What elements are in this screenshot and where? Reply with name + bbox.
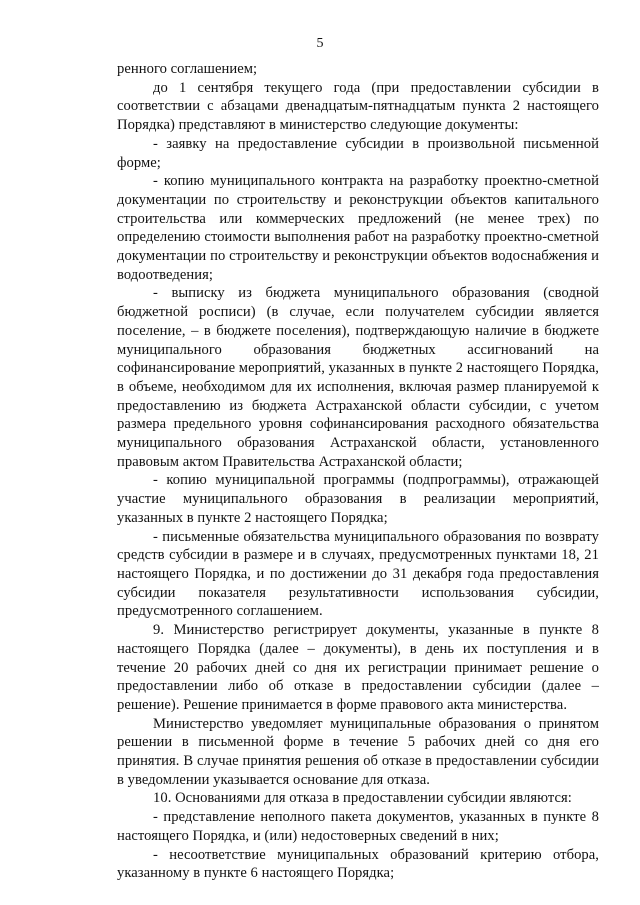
paragraph-continuation: ренного соглашением; — [117, 61, 258, 77]
list-item-budget-extract: - выписку из бюджета муниципального образования (сводной бюджетной росписи) (в случае, если получателем субсидии является поселение, – в бюджете поселения), подтверждающую наличие в бюджете муниципального образования бюджетных ассигнований на софинансирование мероприятий, указанных в пункте 2 настоящего Порядка, в объеме, необходимом для их исполнения, включая размер планируемой к предоставлению из бюджета Астраханской области субсидии, с учетом размера предельного уровня софинансирования расходного обязательства муниципального образования Астраханской области, установленного правовым актом Правительства Астраханской области; — [117, 285, 599, 470]
list-item-incomplete-package: - представление неполного пакета документов, указанных в пункте 8 настоящего Порядка, и (или) недостоверных сведений в них; — [117, 809, 599, 844]
list-item-contract-copy: - копию муниципального контракта на разработку проектно-сметной документации по строительству и реконструкции объектов капитального строительства или коммерческих предложений (не менее трех) по определению стоимости выполнения работ на разработку проектно-сметной документации по строительству и реконструкции объектов водоснабжения и водоотведения; — [117, 173, 599, 283]
paragraph-section-10: 10. Основаниями для отказа в предоставлении субсидии являются: — [153, 790, 572, 807]
page-number: 5 — [316, 36, 324, 51]
document-body — [117, 60, 599, 883]
list-item-program-copy: - копию муниципальной программы (подпрограммы), отражающей участие муниципального образования в реализации мероприятий, указанных в пункте 2 настоящего Порядка; — [117, 472, 599, 526]
list-item-criteria-mismatch: - несоответствие муниципальных образований критерию отбора, указанному в пункте 6 настоящего Порядка; — [117, 846, 599, 882]
paragraph-section-9: 9. Министерство регистрирует документы, указанные в пункте 8 настоящего Порядка (далее – документы), в день их поступления и в течение 20 рабочих дней со дня их регистрации принимает решение о предоставлении либо об отказе в предоставлении субсидии (далее – решение). Решение принимается в форме правового акта министерства. — [117, 622, 599, 713]
list-item-obligations: - письменные обязательства муниципального образования по возврату средств субсидии в размере и в случаях, предусмотренных пунктами 18, 21 настоящего Порядка, и по достижении до 31 декабря года предоставления субсидии показателя результативности использования субсидии, предусмотренного соглашением. — [117, 528, 599, 620]
paragraph-deadline: до 1 сентября текущего года (при предоставлении субсидии в соответствии с абзацами двенадцатым-пятнадцатым пункта 2 настоящего Порядка) представляют в министерство следующие документы: — [117, 79, 599, 134]
paragraph-notification: Министерство уведомляет муниципальные образования о принятом решении в письменной форме в течение 5 рабочих дней со дня его принятия. В случае принятия решения об отказе в предоставлении субсидии в уведомлении указывается основание для отказа. — [117, 715, 599, 788]
list-item-application: - заявку на предоставление субсидии в произвольной письменной форме; — [117, 135, 599, 171]
